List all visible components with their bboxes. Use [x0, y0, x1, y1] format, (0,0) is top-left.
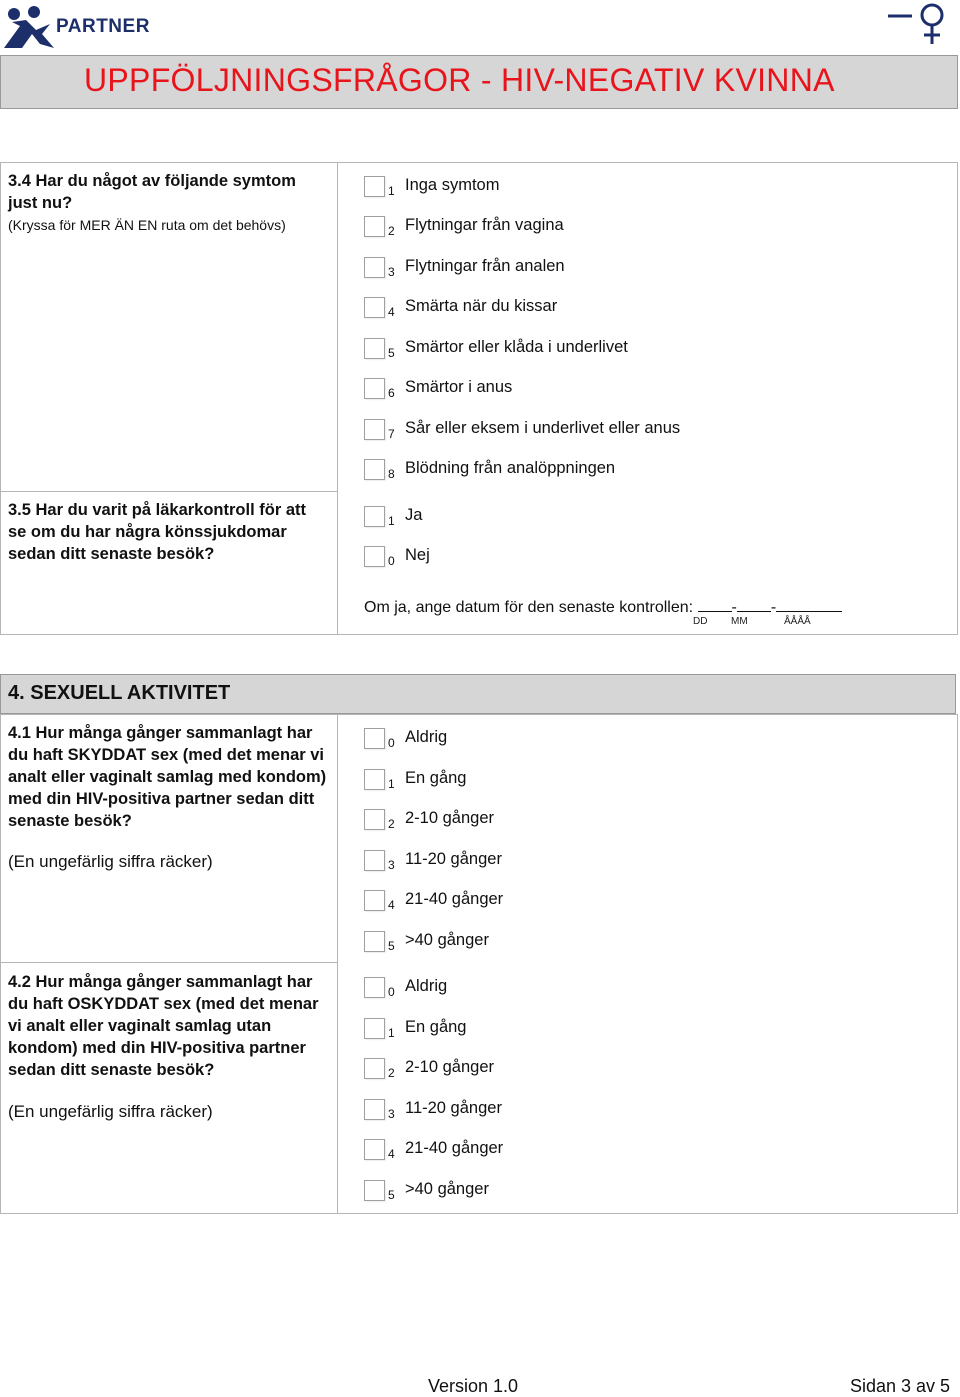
checkbox[interactable]	[364, 890, 385, 911]
date-day-blank[interactable]	[698, 596, 732, 612]
checkbox[interactable]	[364, 1058, 385, 1079]
question-4-1: 4.1 Hur många gånger sammanlagt har du haft SKYDDAT sex (med det menar vi analt eller vaginalt samlag med kondom) med din HIV-positiva partner sedan ditt senaste besök?	[8, 724, 327, 830]
checkbox[interactable]	[364, 850, 385, 871]
checkbox[interactable]	[364, 1018, 385, 1039]
checkbox[interactable]	[364, 1180, 385, 1201]
checkbox[interactable]	[364, 378, 385, 399]
section-4-title: 4. SEXUELL AKTIVITET	[8, 682, 231, 704]
checkbox[interactable]	[364, 506, 385, 527]
date-label-yyyy: ÅÅÅÅ	[784, 616, 811, 627]
version-label: Version 1.0	[428, 1376, 519, 1396]
checkbox[interactable]	[364, 1139, 385, 1160]
checkbox[interactable]	[364, 931, 385, 952]
page-title: UPPFÖLJNINGSFRÅGOR - HIV-NEGATIV KVINNA	[84, 62, 835, 98]
question-3-4-note: (Kryssa för MER ÄN EN ruta om det behövs)	[8, 217, 286, 233]
date-month-blank[interactable]	[737, 596, 771, 612]
checkbox[interactable]	[364, 216, 385, 237]
checkbox[interactable]	[364, 459, 385, 480]
date-prompt: Om ja, ange datum för den senaste kontrollen:	[364, 599, 694, 616]
date-label-mm: MM	[731, 616, 748, 627]
checkbox[interactable]	[364, 769, 385, 790]
question-4-1-hint: (En ungefärlig siffra räcker)	[8, 852, 213, 871]
date-field[interactable]: Om ja, ange datum för den senaste kontrollen: - -	[364, 596, 842, 617]
question-3-5: 3.5 Har du varit på läkarkontroll för att se om du har några könssjukdomar sedan ditt senaste besök?	[8, 501, 306, 563]
question-4-2: 4.2 Hur många gånger sammanlagt har du haft OSKYDDAT sex (med det menar vi analt eller vaginalt samlag utan kondom) med din HIV-positiva partner sedan ditt senaste besök?	[8, 973, 319, 1079]
question-4-2-hint: (En ungefärlig siffra räcker)	[8, 1102, 213, 1121]
page-number: Sidan 3 av 5	[850, 1376, 951, 1396]
checkbox[interactable]	[364, 546, 385, 567]
logo-text: PARTNER	[56, 16, 150, 37]
checkbox[interactable]	[364, 338, 385, 359]
checkbox[interactable]	[364, 809, 385, 830]
checkbox[interactable]	[364, 176, 385, 197]
checkbox[interactable]	[364, 297, 385, 318]
date-label-dd: DD	[693, 616, 708, 627]
checkbox[interactable]	[364, 419, 385, 440]
checkbox[interactable]	[364, 728, 385, 749]
checkbox[interactable]	[364, 1099, 385, 1120]
checkbox[interactable]	[364, 257, 385, 278]
checkbox[interactable]	[364, 977, 385, 998]
question-3-4: 3.4 Har du något av följande symtom just nu? (Kryssa för MER ÄN EN ruta om det behövs)	[8, 172, 296, 233]
date-year-blank[interactable]	[776, 596, 842, 612]
female-symbol-icon	[884, 2, 954, 46]
